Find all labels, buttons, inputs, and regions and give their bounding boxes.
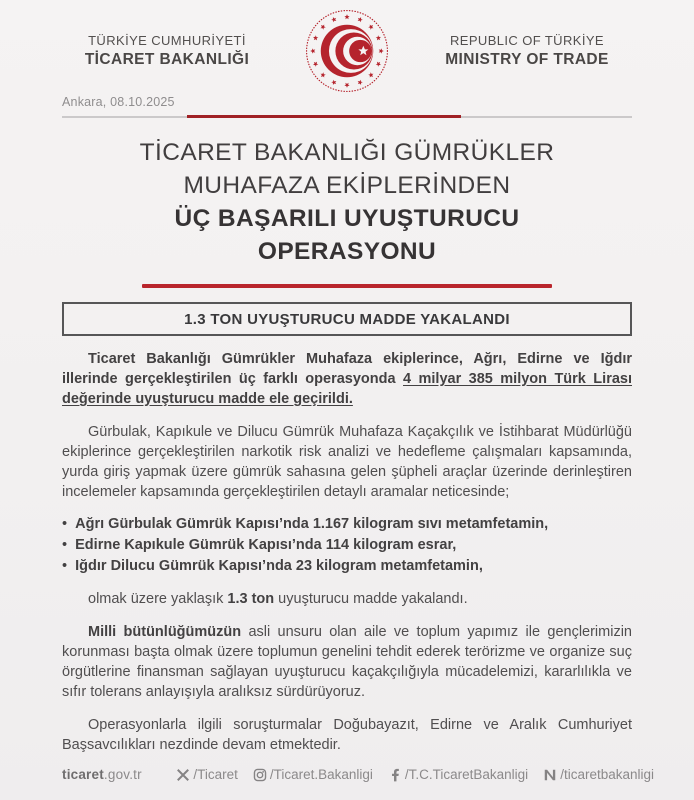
- nsosyal-icon: [543, 768, 557, 782]
- divider-gray-left: [62, 116, 187, 118]
- social-handle: /Ticaret.Bakanligi: [269, 767, 373, 782]
- header-divider: [62, 115, 632, 118]
- divider-gray-right: [461, 116, 632, 118]
- seizure-bullet-list: [62, 514, 632, 577]
- paragraph-seizure-value: [62, 349, 632, 409]
- header-left-line1: TÜRKİYE CUMHURİYETİ: [88, 33, 246, 48]
- header-left-line2: TİCARET BAKANLIĞI: [84, 51, 250, 68]
- summary-total-line: [62, 589, 632, 609]
- footer: [62, 767, 654, 782]
- p4-rest-text: asli unsuru olan aile ve toplum yapımız ile gençlerimizin korunması başta olmak üzere toplumun genelini tehdit ederek terörizme ve organize suç örgütlerine finansman sağlayan uyuşturucu kaçakçılığıyla mücadelemizi, kararlılıkla ve sıfır tolerans anlayışıyla aralıksız sürdürüyoruz.: [62, 624, 632, 700]
- page-title: [0, 136, 694, 268]
- header-right-line1: REPUBLIC OF TÜRKİYE: [449, 33, 604, 48]
- header-right-line2: MINISTRY OF TRADE: [445, 51, 609, 68]
- summary-post-text: uyuşturucu madde yakalandı.: [274, 591, 468, 607]
- website-bold-part: ticaret: [62, 767, 104, 782]
- website-rest-part: .gov.tr: [103, 767, 142, 782]
- x-icon: [176, 768, 190, 782]
- highlight-banner: 1.3 TON UYUŞTURUCU MADDE YAKALANDI: [62, 302, 632, 336]
- title-line3: ÜÇ BAŞARILI UYUŞTURUCU: [174, 205, 520, 232]
- social-link-x[interactable]: [176, 767, 238, 782]
- paragraph-national-unity: [62, 622, 632, 702]
- p1-underlined-text: 4 milyar 385 milyon Türk Lirası değerinde uyuşturucu madde ele geçirildi.: [62, 371, 632, 407]
- list-item: • Ağrı Gürbulak Gümrük Kapısı’nda 1.167 kilogram sıvı metamfetamin,: [62, 514, 632, 535]
- social-handle: /ticaretbakanligi: [560, 767, 654, 782]
- title-line4: OPERASYONU: [257, 238, 437, 265]
- social-links: [176, 767, 654, 782]
- header: [0, 0, 694, 94]
- social-link-instagram[interactable]: [253, 767, 373, 782]
- paragraph-operation-details: Gürbulak, Kapıkule ve Dilucu Gümrük Muhafaza Kaçakçılık ve İstihbarat Müdürlüğü ekiplerince gerçekleştirilen narkotik risk analizi ve hedefleme çalışmaları kapsamında, yurda giriş yapmak üzere gümrük sahasına gelen şüpheli araçlar üzerinde derinleştiren incelemeler kapsamında gerçekleştirilen detaylı aramalar neticesinde;: [62, 424, 632, 500]
- list-item: • Edirne Kapıkule Gümrük Kapısı’nda 114 kilogram esrar,: [62, 535, 632, 556]
- dateline: Ankara, 08.10.2025: [62, 95, 175, 109]
- p1-lead-text: Ticaret Bakanlığı Gümrükler Muhafaza ekiplerince, Ağrı, Edirne ve Iğdır illerinde gerçekleştirilen üç farklı operasyonda: [62, 351, 632, 387]
- summary-pre-text: olmak üzere yaklaşık: [88, 591, 228, 607]
- title-line2: MUHAFAZA EKİPLERİNDEN: [183, 172, 511, 199]
- website-link[interactable]: [62, 767, 142, 782]
- instagram-icon: [253, 768, 267, 782]
- facebook-icon: [388, 768, 402, 782]
- divider-red-middle: [187, 115, 461, 118]
- title-underline-rule: [142, 284, 552, 288]
- social-link-nsosyal[interactable]: [543, 767, 654, 782]
- list-item: • Iğdır Dilucu Gümrük Kapısı’nda 23 kilogram metamfetamin,: [62, 556, 632, 577]
- header-right-block: [400, 33, 654, 69]
- social-handle: /Ticaret: [193, 767, 238, 782]
- social-link-facebook[interactable]: [388, 767, 528, 782]
- title-line1: TİCARET BAKANLIĞI GÜMRÜKLER: [139, 139, 555, 166]
- paragraph-prosecution: Operasyonlarla ilgili soruşturmalar Doğubayazıt, Edirne ve Aralık Cumhuriyet Başsavcılıkları nezdinde devam etmektedir.: [62, 717, 632, 753]
- header-left-block: [40, 33, 294, 69]
- p4-bold-lead: Milli bütünlüğümüzün: [88, 624, 242, 640]
- summary-bold-amount: 1.3 ton: [227, 591, 275, 607]
- social-handle: /T.C.TicaretBakanligi: [404, 767, 529, 782]
- ministry-emblem-icon: [304, 8, 390, 94]
